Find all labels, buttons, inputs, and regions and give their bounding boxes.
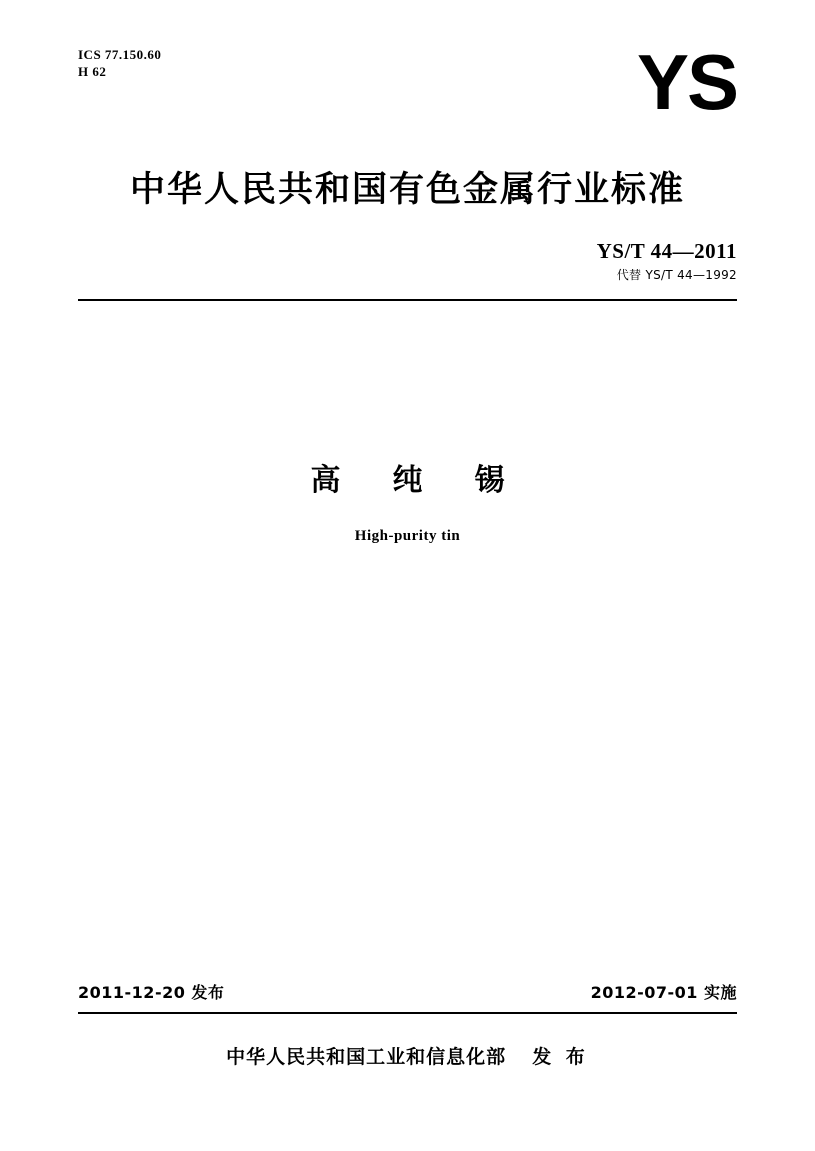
document-title-chinese: 高纯锡 xyxy=(310,463,557,498)
publisher-verb: 发 布 xyxy=(532,1046,589,1068)
header-row xyxy=(78,38,737,156)
issue-date: 2011-12-20 发布 xyxy=(78,983,225,1002)
standard-replaces: 代替 YS/T 44—1992 xyxy=(616,268,737,282)
standard-number: YS/T 44—2011 xyxy=(596,239,737,263)
publisher-name: 中华人民共和国工业和信息化部 xyxy=(226,1046,507,1068)
standard-number-block xyxy=(597,238,737,284)
ys-logo: YS xyxy=(636,38,737,126)
divider-bottom xyxy=(78,1012,737,1014)
classification-code: H 62 xyxy=(78,64,107,79)
divider-top xyxy=(78,299,737,301)
document-title-english: High-purity tin xyxy=(354,528,461,544)
implementation-date: 2012-07-01 实施 xyxy=(590,983,737,1002)
publisher-line xyxy=(0,1042,815,1069)
ics-code: ICS 77.150.60 xyxy=(78,47,162,62)
ics-classification-block xyxy=(78,46,161,80)
organization-title: 中华人民共和国有色金属行业标准 xyxy=(129,170,685,210)
dates-row xyxy=(78,980,737,1004)
